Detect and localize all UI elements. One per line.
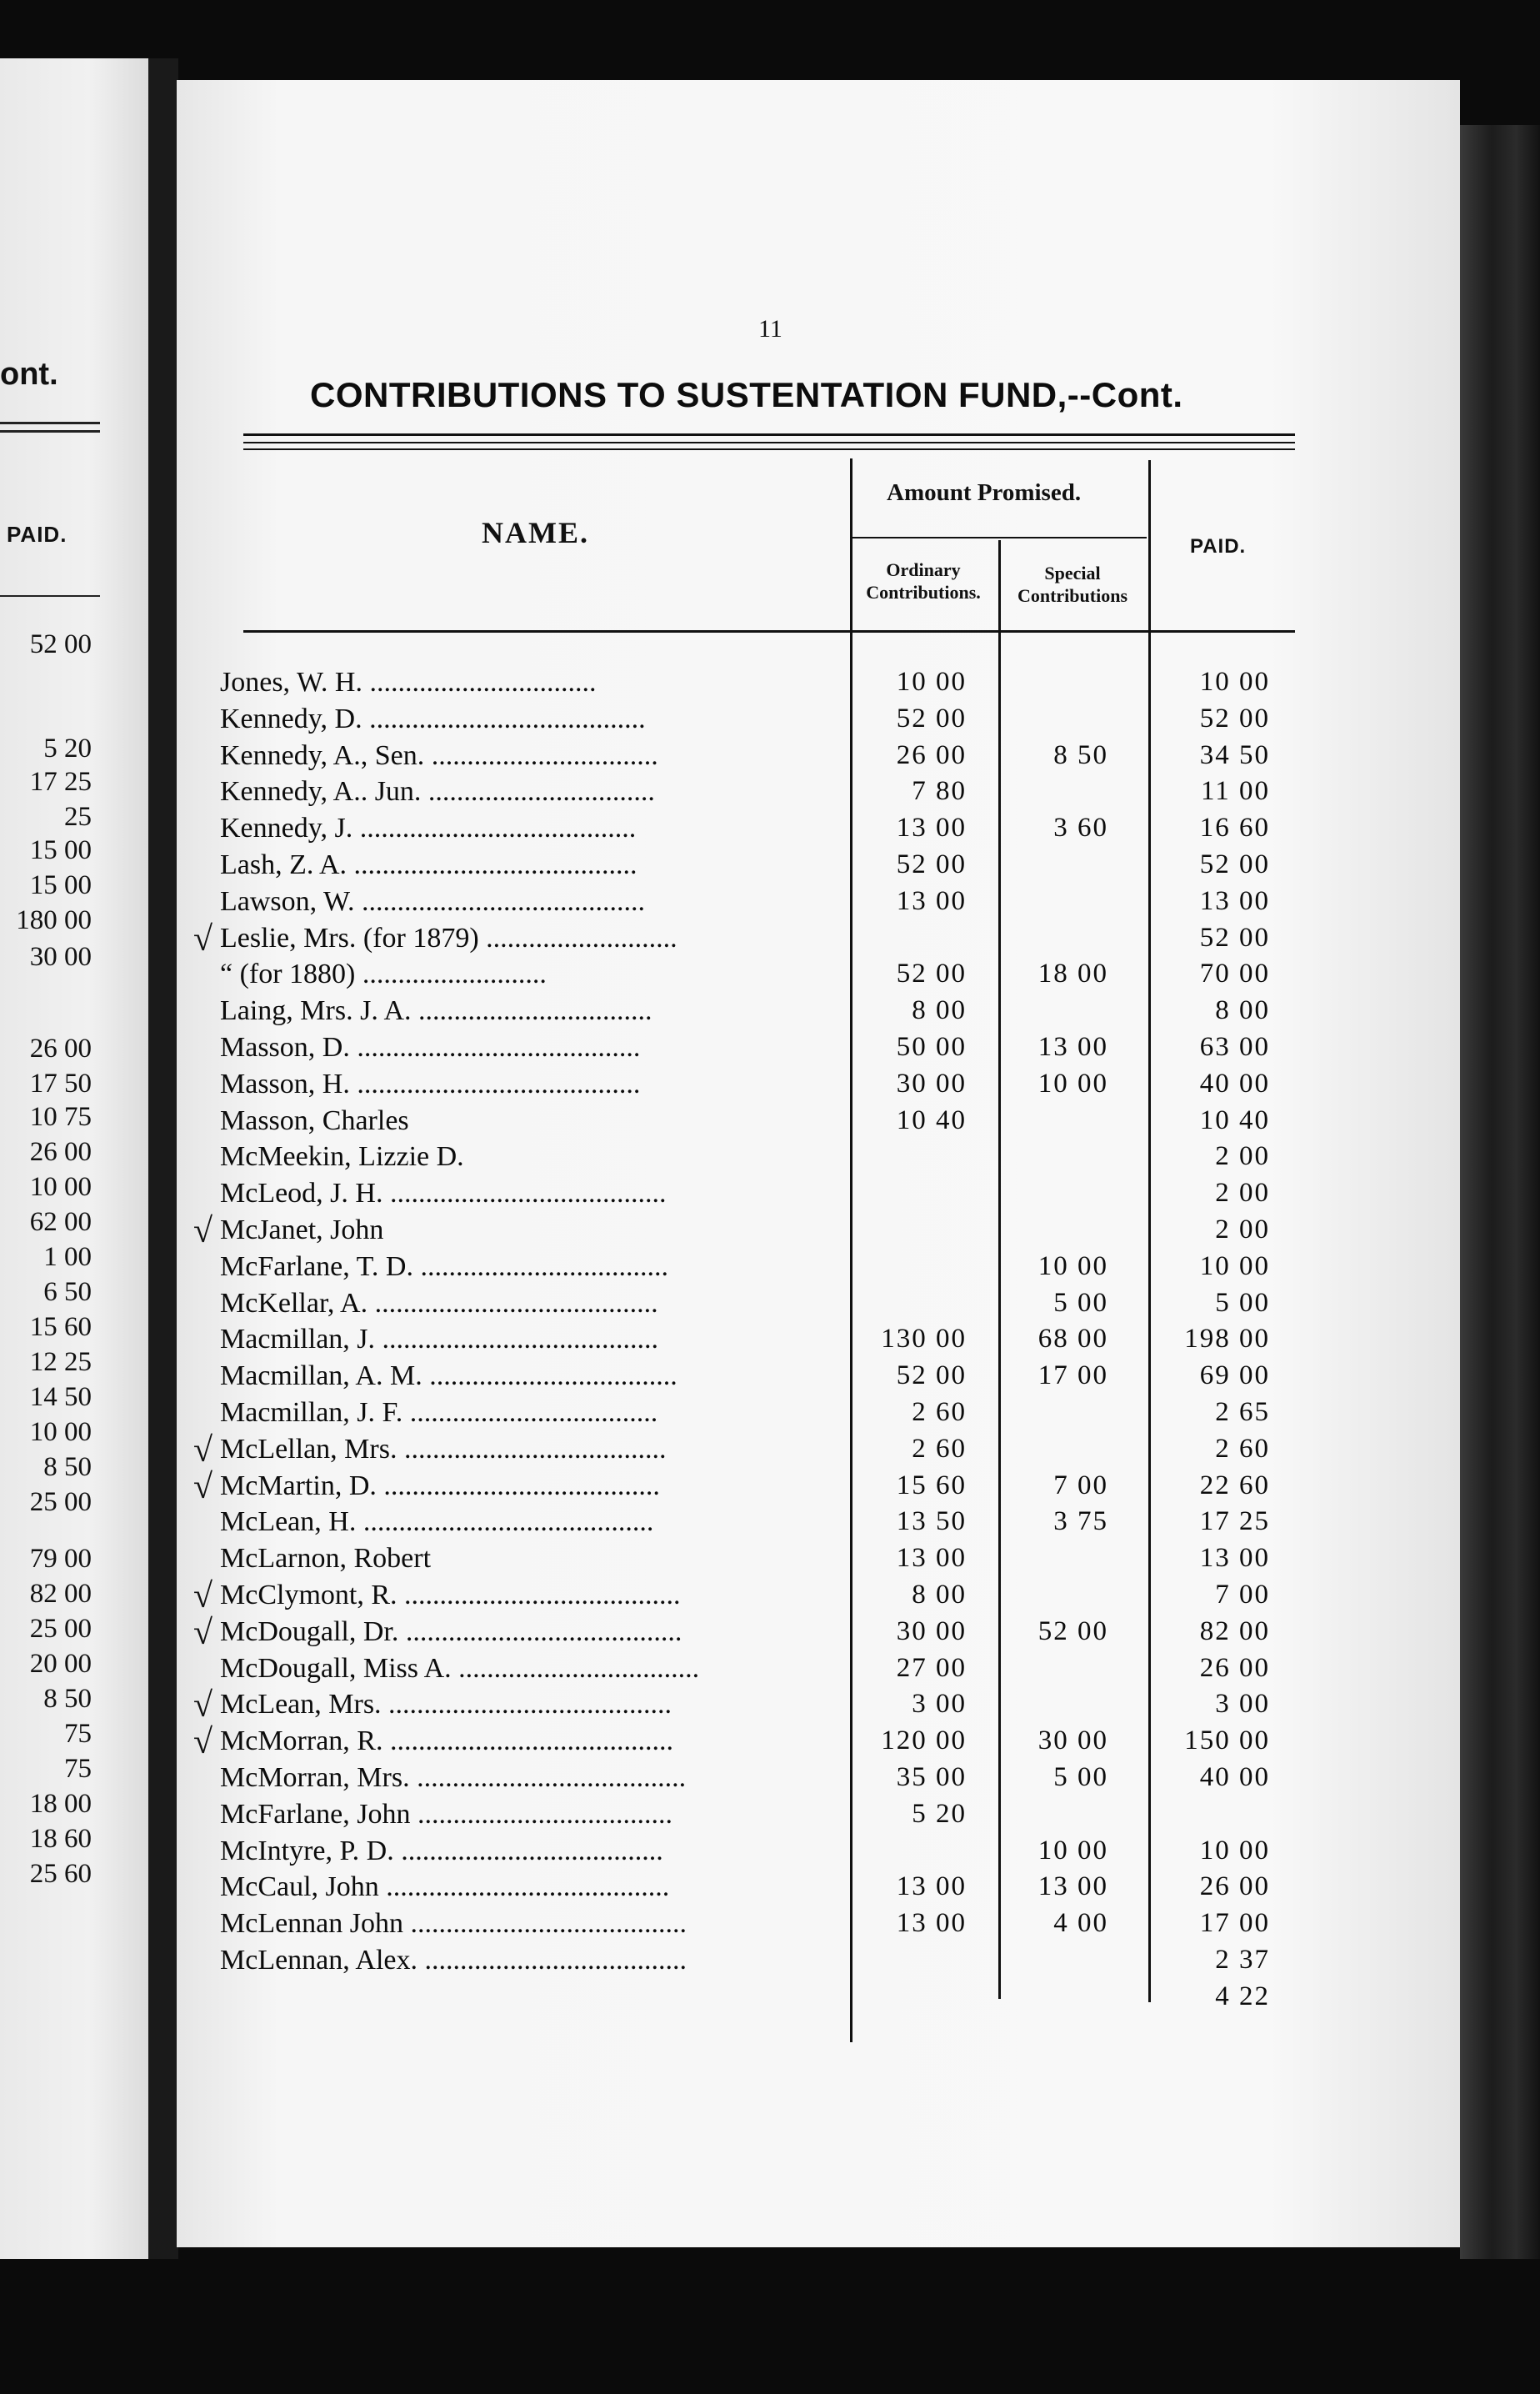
facing-page-amount: 25 00 — [29, 1614, 92, 1644]
contributor-name: McMartin, D. ....................................... — [220, 1470, 660, 1501]
table-row — [0, 1032, 1283, 1069]
check-mark: √ — [193, 1430, 213, 1470]
table-row — [0, 1251, 1283, 1288]
contributor-name: McIntyre, P. D. ..................................... — [220, 1835, 663, 1866]
paid-amount: 63 00 — [1199, 1032, 1270, 1062]
book-edge — [1460, 125, 1540, 2259]
contributor-name: McClymont, R. ....................................... — [220, 1580, 681, 1610]
contributor-name: Macmillan, J. ....................................... — [220, 1324, 659, 1355]
column-header-special — [1000, 562, 1145, 607]
table-row — [0, 1397, 1283, 1434]
facing-page-amount: 82 00 — [29, 1579, 92, 1609]
facing-page-amount: 15 60 — [29, 1312, 92, 1342]
facing-page-amount: 14 50 — [29, 1382, 92, 1412]
check-mark: √ — [193, 1686, 213, 1725]
facing-page-amount: 180 00 — [16, 905, 92, 935]
facing-page-amount: 79 00 — [29, 1544, 92, 1574]
special-amount: 5 00 — [1053, 1287, 1108, 1318]
table-row — [0, 667, 1283, 704]
paid-amount: 17 00 — [1199, 1908, 1270, 1939]
contributor-name: McDougall, Dr. ....................................... — [220, 1615, 682, 1647]
contributor-name: McMorran, R. ........................................ — [220, 1725, 673, 1757]
special-amount: 7 00 — [1053, 1470, 1108, 1500]
header-rule — [243, 448, 1295, 450]
contributor-name: Leslie, Mrs. (for 1879) ........................... — [220, 922, 678, 954]
ordinary-amount: 27 00 — [896, 1652, 967, 1683]
column-header-amount-promised: Amount Promised. — [887, 479, 1082, 506]
special-amount: 10 00 — [1038, 1068, 1108, 1099]
ordinary-amount: 13 00 — [896, 1543, 967, 1574]
facing-page-amount: 10 75 — [29, 1102, 92, 1132]
ordinary-amount: 50 00 — [896, 1032, 967, 1062]
table-row — [0, 1613, 1283, 1653]
contributor-name: McDougall, Miss A. .................................. — [220, 1652, 700, 1684]
ordinary-amount: 30 00 — [896, 1068, 967, 1099]
facing-page-amount: 25 — [64, 802, 92, 832]
paid-amount: 69 00 — [1199, 1360, 1270, 1391]
contributor-name: Lash, Z. A. ........................................ — [220, 849, 638, 880]
check-mark: √ — [193, 1613, 213, 1652]
table-row — [0, 1836, 1283, 1872]
special-amount: 3 75 — [1053, 1506, 1108, 1537]
paid-amount: 11 00 — [1200, 776, 1270, 807]
paid-amount: 3 00 — [1215, 1689, 1270, 1720]
contributor-name: McKellar, A. ........................................ — [220, 1287, 658, 1319]
table-row — [0, 813, 1283, 849]
ordinary-amount: 26 00 — [896, 739, 967, 770]
facing-page-rule — [0, 595, 100, 597]
special-amount: 68 00 — [1038, 1324, 1108, 1355]
contributor-name: Macmillan, A. M. ................................... — [220, 1360, 678, 1392]
ordinary-amount: 2 60 — [912, 1433, 967, 1464]
check-mark: √ — [193, 919, 213, 959]
special-amount: 10 00 — [1038, 1835, 1108, 1866]
paid-amount: 26 00 — [1199, 1652, 1270, 1683]
ordinary-amount: 52 00 — [896, 1360, 967, 1391]
paid-amount: 52 00 — [1199, 703, 1270, 734]
special-amount: 3 60 — [1053, 813, 1108, 844]
ordinary-amount: 120 00 — [881, 1725, 967, 1756]
facing-page-rule — [0, 430, 100, 433]
contributor-name: Macmillan, J. F. ................................... — [220, 1397, 658, 1428]
special-amount: 17 00 — [1038, 1360, 1108, 1391]
ordinary-amount: 3 00 — [912, 1689, 967, 1720]
paid-amount: 13 00 — [1199, 1543, 1270, 1574]
table-row — [0, 1686, 1283, 1725]
table-row — [0, 1725, 1283, 1762]
ordinary-amount: 8 00 — [912, 1580, 967, 1610]
ordinary-amount: 10 00 — [896, 667, 967, 697]
table-row — [0, 1288, 1283, 1325]
table-row — [0, 995, 1283, 1032]
ordinary-amount: 13 00 — [896, 1908, 967, 1939]
paid-amount: 17 25 — [1199, 1506, 1270, 1537]
special-amount: 10 00 — [1038, 1250, 1108, 1281]
paid-amount: 26 00 — [1199, 1871, 1270, 1902]
table-row — [0, 1871, 1283, 1908]
paid-amount: 34 50 — [1199, 739, 1270, 770]
special-header-line2: Contributions — [1017, 585, 1128, 606]
paid-amount: 4 22 — [1215, 1981, 1270, 2011]
paid-amount: 82 00 — [1199, 1615, 1270, 1646]
facing-page-amount: 20 00 — [29, 1649, 92, 1679]
table-row — [0, 776, 1283, 813]
facing-page-amount: 17 25 — [29, 767, 92, 797]
contributor-name: Masson, D. ........................................ — [220, 1032, 641, 1063]
column-header-paid: PAID. — [1190, 535, 1247, 558]
check-mark: √ — [193, 1467, 213, 1506]
paid-amount: 2 00 — [1215, 1178, 1270, 1209]
paid-amount: 52 00 — [1199, 922, 1270, 953]
ordinary-header-line2: Contributions. — [866, 582, 981, 603]
facing-page-amount: 75 — [64, 1754, 92, 1784]
table-row — [0, 1981, 1283, 2018]
special-amount: 5 00 — [1053, 1762, 1108, 1792]
paid-amount: 10 00 — [1199, 667, 1270, 697]
promised-underline — [852, 537, 1147, 538]
facing-page-amount: 8 50 — [43, 1452, 92, 1482]
contributor-name: McLeod, J. H. ....................................... — [220, 1178, 667, 1210]
table-row — [0, 1653, 1283, 1690]
paid-amount: 40 00 — [1199, 1068, 1270, 1099]
paid-amount: 8 00 — [1215, 995, 1270, 1026]
facing-page-amount: 25 60 — [29, 1859, 92, 1889]
check-mark: √ — [193, 1212, 213, 1250]
header-bottom-rule — [243, 630, 1295, 633]
facing-page-amount: 17 50 — [29, 1069, 92, 1099]
paid-amount: 2 00 — [1215, 1141, 1270, 1172]
paid-amount: 10 00 — [1199, 1250, 1270, 1281]
column-header-ordinary — [848, 558, 998, 604]
paid-amount: 2 60 — [1215, 1433, 1270, 1464]
paid-amount: 10 00 — [1199, 1835, 1270, 1866]
table-row — [0, 1324, 1283, 1360]
facing-page-amount: 52 00 — [29, 629, 92, 659]
page-title: CONTRIBUTIONS TO SUSTENTATION FUND,--Cont. — [310, 375, 1183, 414]
header-rule — [243, 433, 1295, 436]
contributor-name: Kennedy, A., Sen. ................................ — [220, 739, 658, 771]
contributor-name: McLarnon, Robert — [220, 1543, 432, 1575]
column-header-name: NAME. — [482, 516, 589, 549]
table-row — [0, 740, 1283, 777]
paid-amount: 7 00 — [1215, 1580, 1270, 1610]
contributor-name: Jones, W. H. ................................ — [220, 667, 597, 698]
check-mark: √ — [193, 1577, 213, 1615]
ordinary-amount: 52 00 — [896, 959, 967, 989]
contributor-name: “ (for 1880) .......................... — [220, 959, 547, 990]
table-row — [0, 959, 1283, 995]
check-mark: √ — [193, 1723, 213, 1762]
paid-amount: 10 40 — [1199, 1104, 1270, 1135]
contributor-name: McLean, Mrs. ........................................ — [220, 1689, 672, 1720]
ordinary-amount: 13 00 — [896, 813, 967, 844]
contributor-name: McLennan, Alex. ..................................... — [220, 1945, 687, 1976]
ordinary-amount: 5 20 — [912, 1798, 967, 1829]
facing-page-amount: 10 00 — [29, 1417, 92, 1447]
ordinary-amount: 30 00 — [896, 1615, 967, 1646]
ordinary-amount: 13 00 — [896, 885, 967, 916]
ordinary-amount: 2 60 — [912, 1397, 967, 1427]
special-header-line1: Special — [1044, 563, 1101, 583]
special-amount: 13 00 — [1038, 1871, 1108, 1902]
paid-amount: 22 60 — [1199, 1470, 1270, 1500]
table-row — [0, 1506, 1283, 1543]
ordinary-amount: 13 00 — [896, 1871, 967, 1902]
table-row — [0, 1141, 1283, 1178]
paid-amount: 2 37 — [1215, 1945, 1270, 1975]
page-number: 11 — [758, 315, 782, 343]
table-row — [0, 1908, 1283, 1945]
facing-page-amount: 18 00 — [29, 1789, 92, 1819]
facing-page-amount: 5 20 — [43, 734, 92, 764]
contributor-name: Kennedy, A.. Jun. ................................ — [220, 776, 655, 808]
table-row — [0, 1945, 1283, 1981]
table-row — [0, 1212, 1283, 1251]
ordinary-amount: 7 80 — [912, 776, 967, 807]
table-row — [0, 1762, 1283, 1799]
ordinary-amount: 15 60 — [896, 1470, 967, 1500]
paid-amount: 5 00 — [1215, 1287, 1270, 1318]
contributor-name: McCaul, John ........................................ — [220, 1871, 670, 1903]
facing-page-amount: 62 00 — [29, 1207, 92, 1237]
facing-page-amount: 26 00 — [29, 1034, 92, 1064]
facing-page-amount: 15 00 — [29, 870, 92, 900]
facing-page-amount: 30 00 — [29, 942, 92, 972]
table-row — [0, 1799, 1283, 1836]
ordinary-amount: 10 40 — [896, 1104, 967, 1135]
table-row — [0, 704, 1283, 740]
contributor-name: Masson, H. ........................................ — [220, 1068, 641, 1099]
table-row — [0, 886, 1283, 923]
paid-amount: 70 00 — [1199, 959, 1270, 989]
special-amount: 30 00 — [1038, 1725, 1108, 1756]
contributor-name: McMeekin, Lizzie D. — [220, 1141, 464, 1173]
facing-page-amount: 75 — [64, 1719, 92, 1749]
contributor-name: McLennan John ....................................... — [220, 1908, 688, 1940]
contributor-name: Kennedy, J. ....................................... — [220, 813, 637, 844]
special-amount: 4 00 — [1053, 1908, 1108, 1939]
contributor-name: Masson, Charles — [220, 1104, 409, 1136]
paid-amount: 150 00 — [1184, 1725, 1270, 1756]
header-rule — [243, 442, 1295, 443]
special-amount: 13 00 — [1038, 1032, 1108, 1062]
ordinary-amount: 52 00 — [896, 849, 967, 879]
table-row — [0, 1360, 1283, 1397]
table-row — [0, 1069, 1283, 1105]
contributor-name: McJanet, John — [220, 1215, 384, 1245]
facing-page-amount: 1 00 — [43, 1242, 92, 1272]
facing-page-amount: 18 60 — [29, 1824, 92, 1854]
ordinary-amount: 130 00 — [881, 1324, 967, 1355]
ordinary-amount: 13 50 — [896, 1506, 967, 1537]
special-amount: 18 00 — [1038, 959, 1108, 989]
facing-page-amount: 10 00 — [29, 1172, 92, 1202]
paid-amount: 52 00 — [1199, 849, 1270, 879]
facing-page-header-fragment: ont. — [0, 357, 58, 392]
paid-amount: 2 65 — [1215, 1397, 1270, 1427]
contributor-name: Lawson, W. ........................................ — [220, 885, 645, 917]
paid-amount: 40 00 — [1199, 1762, 1270, 1792]
ordinary-amount: 52 00 — [896, 703, 967, 734]
ordinary-amount: 8 00 — [912, 995, 967, 1026]
table-row — [0, 849, 1283, 886]
contributor-name: McFarlane, John .................................... — [220, 1798, 673, 1830]
paid-amount: 2 00 — [1215, 1215, 1270, 1245]
ordinary-amount: 35 00 — [896, 1762, 967, 1792]
special-amount: 52 00 — [1038, 1615, 1108, 1646]
contributor-name: McFarlane, T. D. ................................... — [220, 1250, 668, 1282]
facing-page-amount: 26 00 — [29, 1137, 92, 1167]
paid-amount: 16 60 — [1199, 813, 1270, 844]
facing-page-amount: 25 00 — [29, 1487, 92, 1517]
facing-page-rule — [0, 422, 100, 424]
contributor-name: McLean, H. ......................................... — [220, 1506, 654, 1538]
table-row — [0, 1577, 1283, 1616]
paid-amount: 198 00 — [1184, 1324, 1270, 1355]
facing-page-amount: 6 50 — [43, 1277, 92, 1307]
facing-page-amount: 15 00 — [29, 835, 92, 865]
contributor-name: McLellan, Mrs. ..................................... — [220, 1433, 667, 1465]
contributor-name: McMorran, Mrs. ...................................... — [220, 1762, 687, 1793]
facing-page-amount: 12 25 — [29, 1347, 92, 1377]
table-row — [0, 1105, 1283, 1142]
table-row — [0, 1178, 1283, 1215]
facing-page-paid-label: PAID. — [7, 522, 68, 547]
table-row — [0, 1543, 1283, 1580]
contributor-name: Kennedy, D. ....................................... — [220, 703, 646, 734]
facing-page-amount: 8 50 — [43, 1684, 92, 1714]
special-amount: 8 50 — [1053, 739, 1108, 770]
contributor-name: Laing, Mrs. J. A. ................................. — [220, 995, 652, 1027]
ordinary-header-line1: Ordinary — [886, 559, 961, 580]
paid-amount: 13 00 — [1199, 885, 1270, 916]
